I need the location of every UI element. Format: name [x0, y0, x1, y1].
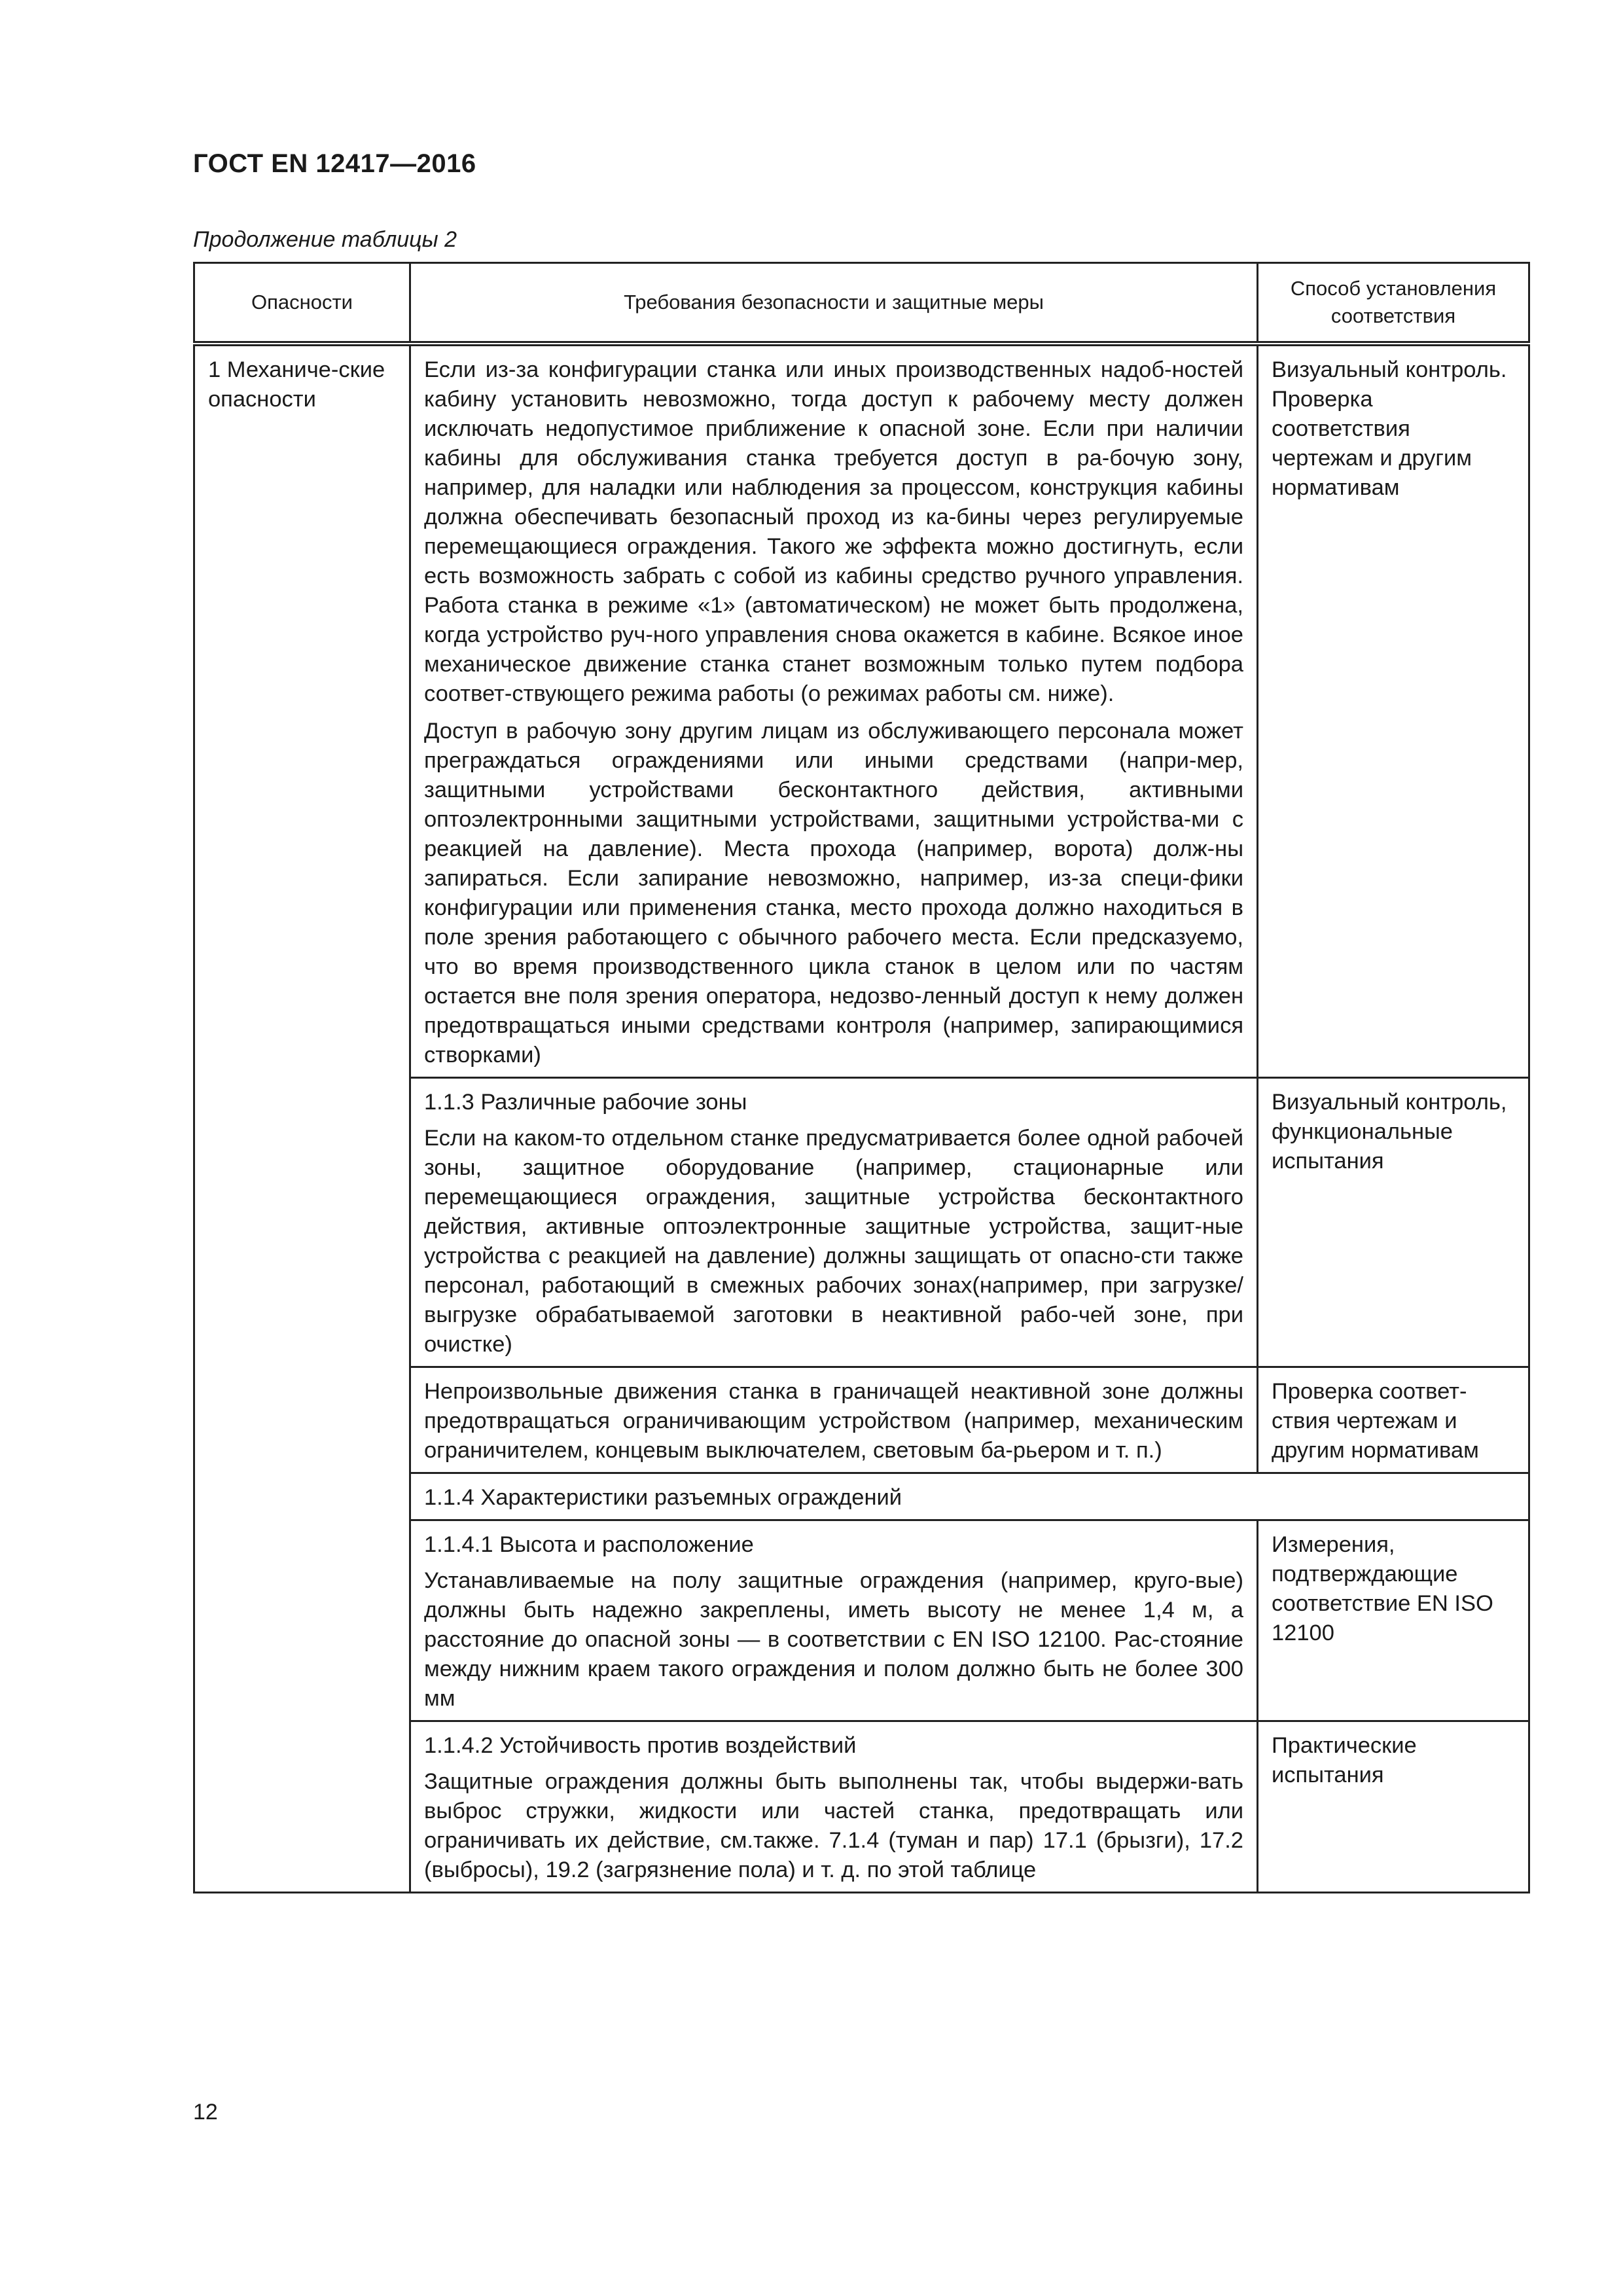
verification-cell: Практические испытания [1258, 1721, 1529, 1893]
verification-cell: Проверка соответ-ствия чертежам и другим нормативам [1258, 1367, 1529, 1473]
requirement-paragraph: Устанавливаемые на полу защитные ограждения (например, круго-вые) должны быть надежно закреплены, иметь высоту не менее 1,4 м, а расстояние до опасной зоны — в соответствии с EN ISO 12100. Рас-стояние между нижним краем такого ограждения и полом должно быть не более 300 мм [424, 1568, 1243, 1711]
table-header-row [194, 263, 1529, 344]
section-title-cell [410, 1473, 1529, 1520]
requirements-cell [410, 344, 1258, 1078]
requirements-cell [410, 1367, 1258, 1473]
section-title: 1.1.4.1 Высота и расположение [424, 1532, 754, 1557]
requirements-table [193, 262, 1530, 1893]
document-header: ГОСТ EN 12417—2016 [193, 149, 476, 178]
section-title: 1.1.4 Характеристики разъемных ограждений [424, 1485, 902, 1510]
hazard-group-cell: 1 Механиче-ские опасности [194, 344, 410, 1893]
requirement-paragraph: Защитные ограждения должны быть выполнены так, чтобы выдержи-вать выброс стружки, жидкости или частей станка, предотвращать или ограничивать их действие, см.также. 7.1.4 (туман и пар) 17.1 (брызги), 17.2 (выбросы), 19.2 (загрязнение пола) и т. д. по этой таблице [424, 1769, 1243, 1882]
column-header-requirements: Требования безопасности и защитные меры [410, 263, 1258, 344]
table-caption: Продолжение таблицы 2 [193, 227, 457, 252]
requirements-cell [410, 1078, 1258, 1367]
column-header-hazards: Опасности [194, 263, 410, 344]
requirement-paragraph: Непроизвольные движения станка в граничащей неактивной зоне должны предотвращаться ограничивающим устройством (например, механическим ограничителем, концевым выключателем, световым ба-рьером и т. п.) [424, 1379, 1243, 1463]
verification-cell: Измерения, подтверждающие соответствие EN ISO 12100 [1258, 1520, 1529, 1721]
requirement-paragraph: Если на каком-то отдельном станке предусматривается более одной рабочей зоны, защитное оборудование (например, стационарные или перемещающиеся ограждения, защитные устройства бесконтактного действия, активные оптоэлектронные защитные устройства, защит-ные устройства с реакцией на давление) должны защищать от опасно-сти также персонал, работающий в смежных рабочих зонах(например, при загрузке/выгрузке обрабатываемой заготовки в неактивной рабо-чей зоне, при очистке) [424, 1126, 1243, 1357]
section-title: 1.1.3 Различные рабочие зоны [424, 1090, 747, 1115]
requirement-paragraph: Если из-за конфигурации станка или иных производственных надоб-ностей кабину установить невозможно, тогда доступ к рабочему месту должен исключать недопустимое приближение к опасной зоне. Если при наличии кабины для обслуживания станка требуется доступ в ра-бочую зону, например, для наладки или наблюдения за процессом, конструкция кабины должна обеспечивать безопасный проход из ка-бины через регулируемые перемещающиеся ограждения. Такого же эффекта можно достигнуть, если есть возможность забрать с собой из кабины средство ручного управления. Работа станка в режиме «1» (автоматическом) не может быть продолжена, когда устройство руч-ного управления снова окажется в кабине. Всякое иное механическое движение станка станет возможным только путем подбора соответ-ствующего режима работы (о режимах работы см. ниже). [424, 357, 1243, 706]
requirement-paragraph: Доступ в рабочую зону другим лицам из обслуживающего персонала может преграждаться ограждениями или иными средствами (напри-мер, защитными устройствами бесконтактного действия, активными оптоэлектронными защитными устройствами, защитными устройства-ми с реакцией на давление). Места прохода (например, ворота) долж-ны запираться. Если запирание невозможно, например, из-за специ-фики конфигурации или применения станка, место прохода должно находиться в поле зрения работающего с обычного рабочего места. Если предсказуемо, что во время производственного цикла станок в целом или по частям остается вне поля зрения оператора, недозво-ленный доступ к нему должен предотвращаться иными средствами контроля (например, запирающимися створками) [424, 719, 1243, 1067]
page-number: 12 [193, 2100, 218, 2125]
requirements-cell [410, 1721, 1258, 1893]
verification-cell: Визуальный контроль, функциональные испытания [1258, 1078, 1529, 1367]
section-title: 1.1.4.2 Устойчивость против воздействий [424, 1733, 857, 1758]
table-row [194, 344, 1529, 1078]
requirements-cell [410, 1520, 1258, 1721]
column-header-verification: Способ установления соответствия [1258, 263, 1529, 344]
verification-cell: Визуальный контроль. Проверка соответствия чертежам и другим нормативам [1258, 344, 1529, 1078]
